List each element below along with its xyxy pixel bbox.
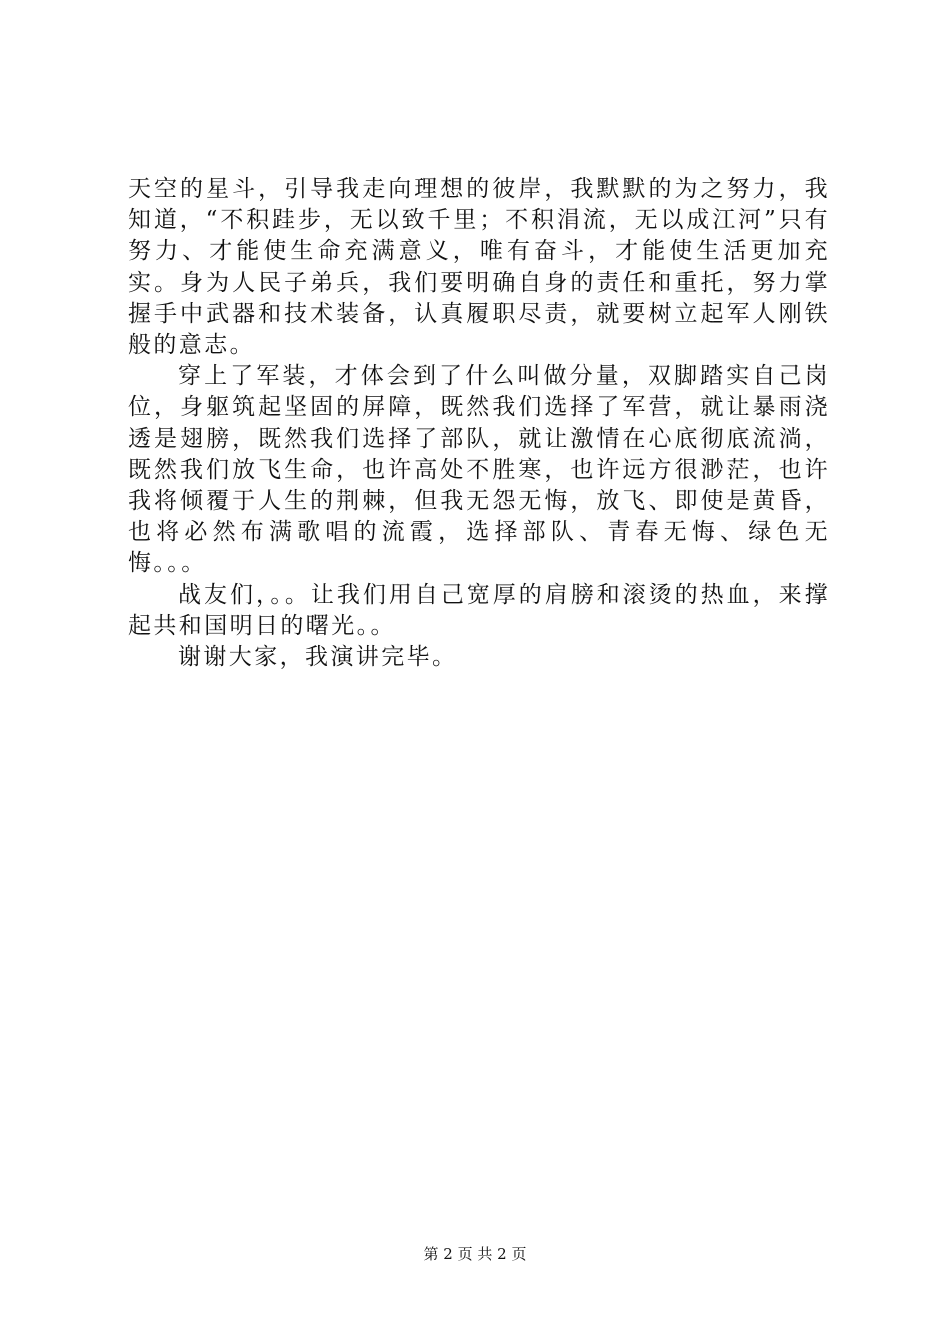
page-number-footer: 第 2 页 共 2 页 (423, 1245, 527, 1263)
document-body (128, 174, 830, 673)
paragraph-1: 天空的星斗，引导我走向理想的彼岸，我默默的为之努力，我知道，“不积跬步，无以致千里；不积涓流，无以成江河”只有努力、才能使生命充满意义，唯有奋斗，才能使生活更加充实。身为人民子弟兵，我们要明确自身的责任和重托，努力掌握手中武器和技术装备，认真履职尽责，就要树立起军人刚铁般的意志。 (128, 176, 830, 359)
paragraph-4: 谢谢大家，我演讲完毕。 (178, 644, 458, 671)
paragraph-3: 战友们，。。让我们用自己宽厚的肩膀和滚烫的热血，来撑起共和国明日的曙光。。 (128, 581, 830, 639)
paragraph-2: 穿上了军装，才体会到了什么叫做分量，双脚踏实自己岗位，身躯筑起坚固的屏障，既然我们选择了军营，就让暴雨浇透是翅膀，既然我们选择了部队，就让激情在心底彻底流淌，既然我们放飞生命，也许高处不胜寒，也许远方很渺茫，也许我将倾覆于人生的荆棘，但我无怨无悔，放飞、即使是黄昏，也将必然布满歌唱的流霞，选择部队、青春无悔、绿色无悔。。。 (128, 363, 830, 577)
